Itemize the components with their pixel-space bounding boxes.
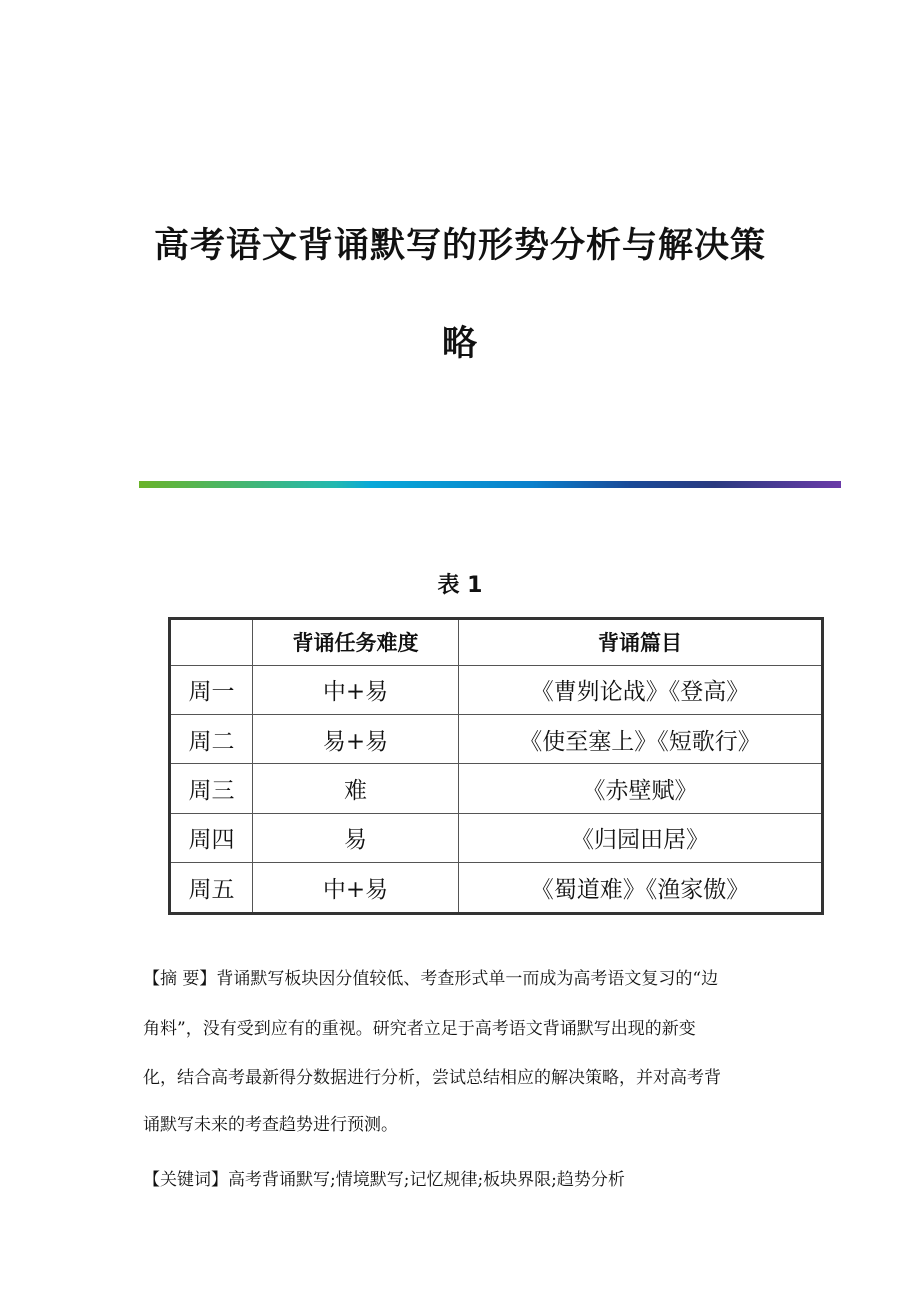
- cell: 周一: [170, 665, 253, 714]
- title-line-1: 高考语文背诵默写的形势分析与解决策: [153, 225, 766, 266]
- cell: 中+易: [253, 665, 459, 714]
- abstract-line: 化，结合高考最新得分数据进行分析，尝试总结相应的解决策略，并对高考背: [143, 1068, 721, 1088]
- cell: 《归园田居》: [459, 813, 823, 862]
- cell: 周二: [170, 714, 253, 763]
- cell: 《使至塞上》《短歌行》: [459, 714, 823, 763]
- cell: 《赤壁赋》: [459, 764, 823, 813]
- cell: 《蜀道难》《渔家傲》: [459, 863, 823, 914]
- gradient-divider: [139, 481, 841, 488]
- table-caption: 表 1: [437, 573, 483, 598]
- table-row: [170, 863, 823, 914]
- table-header-row: [170, 619, 823, 666]
- header-cell: [170, 619, 253, 666]
- table-row: [170, 714, 823, 763]
- cell: 《曹刿论战》《登高》: [459, 665, 823, 714]
- header-cell: 背诵篇目: [459, 619, 823, 666]
- schedule-table: [168, 617, 824, 915]
- abstract-line: 诵默写未来的考查趋势进行预测。: [143, 1115, 398, 1135]
- cell: 易: [253, 813, 459, 862]
- cell: 中+易: [253, 863, 459, 914]
- table-row: [170, 665, 823, 714]
- table-row: [170, 813, 823, 862]
- header-cell: 背诵任务难度: [253, 619, 459, 666]
- title-line-2: 略: [441, 323, 478, 364]
- abstract-line: 【摘 要】背诵默写板块因分值较低、考查形式单一而成为高考语文复习的“边: [143, 969, 719, 989]
- cell: 周四: [170, 813, 253, 862]
- table-row: [170, 764, 823, 813]
- cell: 难: [253, 764, 459, 813]
- abstract-line: 角料”，没有受到应有的重视。研究者立足于高考语文背诵默写出现的新变: [143, 1019, 696, 1039]
- cell: 易+易: [253, 714, 459, 763]
- keywords: 【关键词】高考背诵默写;情境默写;记忆规律;板块界限;趋势分析: [143, 1170, 625, 1190]
- cell: 周五: [170, 863, 253, 914]
- cell: 周三: [170, 764, 253, 813]
